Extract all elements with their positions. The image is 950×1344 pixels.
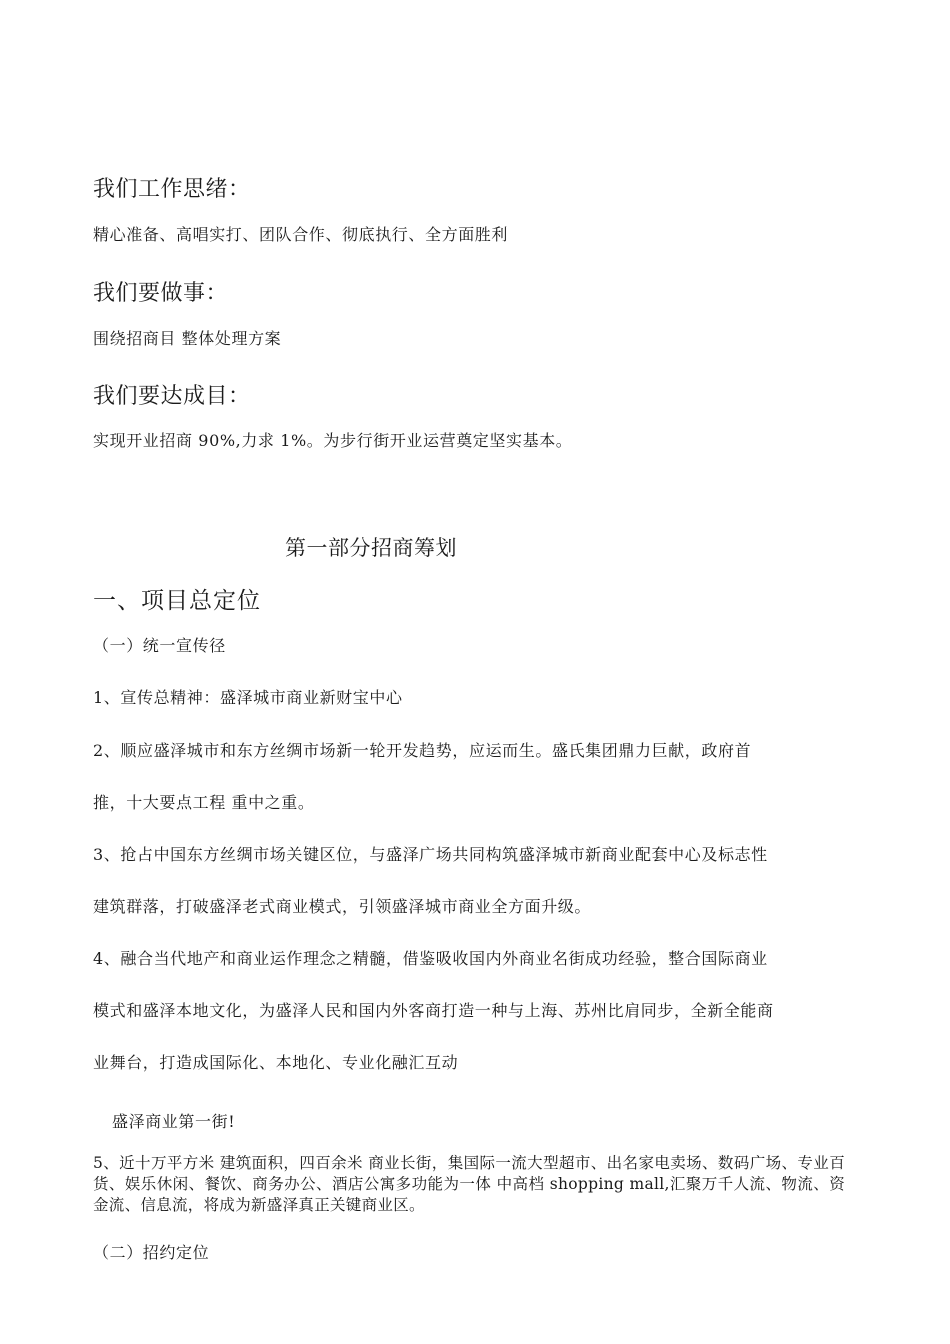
section-one-title: 一、项目总定位 [93,588,261,614]
to-do-heading: 我们要做事： [93,281,229,306]
to-do-text: 围绕招商目 整体处理方案 [93,329,282,348]
slogan: 盛泽商业第一街! [112,1112,236,1131]
list-item-continuation: 推，十大要点工程 重中之重。 [93,793,315,812]
list-item-continuation: 建筑群落，打破盛泽老式商业模式，引领盛泽城市商业全方面升级。 [93,897,592,916]
goal-text: 实现开业招商 90%,力求 1%。为步行街开业运营奠定坚实基本。 [93,431,573,450]
list-item-continuation: 模式和盛泽本地文化，为盛泽人民和国内外客商打造一种与上海、苏州比肩同步，全新全能商 [93,1001,774,1020]
part-one-title: 第一部分招商筹划 [285,536,457,560]
list-item-continuation: 业舞台，打造成国际化、本地化、专业化融汇互动 [93,1053,459,1072]
list-item: 2、顺应盛泽城市和东方丝绸市场新一轮开发趋势，应运而生。盛氏集团鼎力巨献，政府首 [93,741,752,760]
list-item: 4、融合当代地产和商业运作理念之精髓，借鉴吸收国内外商业名街成功经验，整合国际商业 [93,949,768,968]
work-thinking-text: 精心准备、高唱实打、团队合作、彻底执行、全方面胜利 [93,225,509,244]
subsection-one-heading: （一）统一宣传径 [93,636,226,655]
list-item: 5、近十万平方米 建筑面积，四百余米 商业长街，集国际一流大型超市、出名家电卖场、数码广场、专业百货、娱乐休闲、餐饮、商务办公、酒店公寓多功能为一体 中高档 shopping mall,汇聚万千人流、物流、资金流、信息流，将成为新盛泽真正关键商业区。 [93,1154,845,1214]
list-item: 3、抢占中国东方丝绸市场关键区位，与盛泽广场共同构筑盛泽城市新商业配套中心及标志性 [93,845,768,864]
list-item: 1、宣传总精神：盛泽城市商业新财宝中心 [93,688,403,707]
work-thinking-heading: 我们工作思绪： [93,177,251,202]
goal-heading: 我们要达成目： [93,384,251,409]
subsection-two-heading: （二）招约定位 [93,1243,210,1262]
